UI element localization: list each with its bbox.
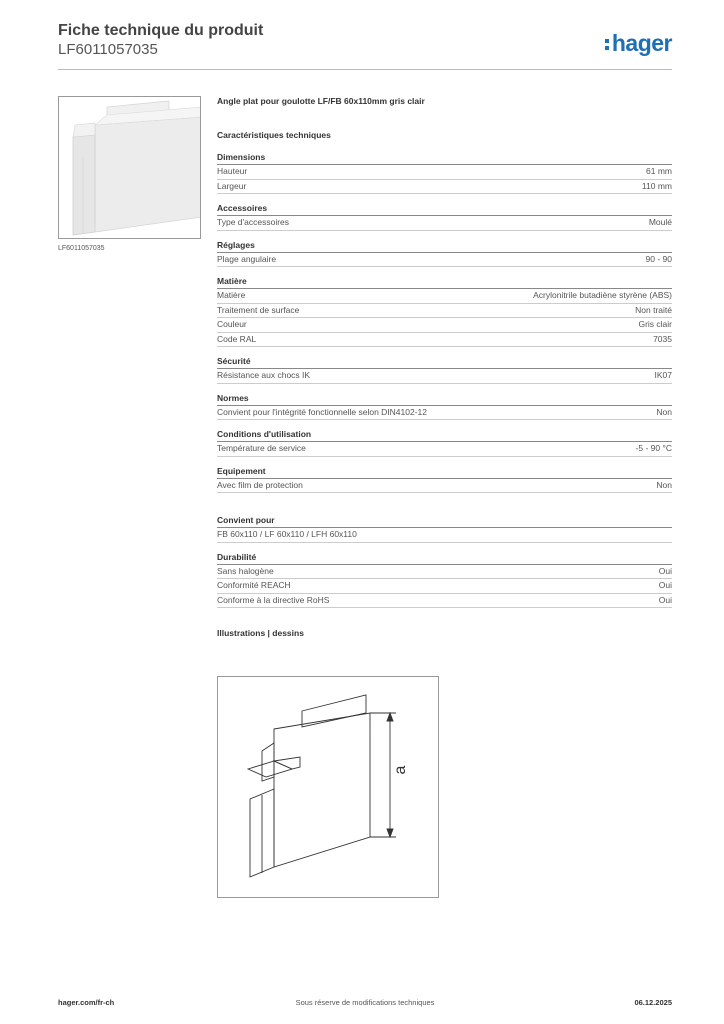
spec-row — [217, 594, 672, 609]
spec-row — [217, 565, 672, 580]
spec-section — [217, 152, 672, 194]
section-heading: Dimensions — [217, 152, 672, 165]
spec-label: Matière — [217, 290, 246, 300]
spec-section — [217, 203, 672, 231]
spec-row — [217, 528, 672, 543]
spec-row — [217, 318, 672, 333]
spec-row — [217, 253, 672, 268]
spec-row — [217, 165, 672, 180]
section-heading: Convient pour — [217, 515, 672, 528]
spec-value: IK07 — [654, 370, 672, 380]
dimension-label: a — [392, 765, 409, 775]
spec-value: 7035 — [653, 333, 672, 344]
spec-label: Traitement de surface — [217, 304, 300, 315]
spec-label: Couleur — [217, 319, 247, 329]
page-title: Fiche technique du produit — [58, 22, 264, 39]
illustrations-heading: Illustrations | dessins — [217, 628, 304, 638]
spec-row — [217, 180, 672, 195]
spec-section — [217, 515, 672, 543]
spec-label: Code RAL — [217, 333, 257, 344]
spec-value: Oui — [658, 580, 672, 590]
spec-row — [217, 333, 672, 348]
spec-value: 110 mm — [641, 180, 672, 191]
product-reference: LF6011057035 — [58, 41, 158, 58]
spec-section — [217, 276, 672, 347]
spec-value: 61 mm — [646, 166, 672, 176]
spec-label: Plage angulaire — [217, 253, 277, 264]
spec-row — [217, 579, 672, 594]
spec-label: Type d'accessoires — [217, 217, 290, 227]
spec-value: Gris clair — [638, 319, 672, 329]
photo-caption: LF6011057035 — [58, 245, 105, 252]
spec-section — [217, 466, 672, 494]
technical-drawing — [217, 676, 439, 898]
section-heading: Accessoires — [217, 203, 672, 216]
hager-logo: hager — [605, 30, 672, 57]
spec-row — [217, 442, 672, 457]
spec-section — [217, 552, 672, 609]
spec-value: Non — [656, 479, 672, 490]
page-header — [58, 22, 672, 70]
spec-sections-secondary — [217, 515, 672, 608]
spec-label: Température de service — [217, 443, 306, 453]
spec-label: Conforme à la directive RoHS — [217, 594, 330, 605]
spec-value: Moulé — [648, 217, 672, 227]
spec-row — [217, 216, 672, 231]
spec-content — [217, 96, 672, 650]
footer-website[interactable]: hager.com/fr-ch — [58, 998, 115, 1007]
section-heading: Normes — [217, 393, 672, 406]
product-photo — [58, 96, 201, 239]
spec-value: Oui — [658, 565, 672, 576]
section-heading: Conditions d'utilisation — [217, 429, 672, 442]
logo-dots-icon — [605, 36, 611, 53]
spec-label: Avec film de protection — [217, 479, 303, 490]
spec-value: -5 - 90 °C — [635, 443, 672, 453]
spec-row — [217, 289, 672, 304]
spec-label: Sans halogène — [217, 565, 274, 576]
spec-label: Conformité REACH — [217, 580, 291, 590]
spec-section — [217, 240, 672, 268]
spec-label: Largeur — [217, 180, 247, 191]
spec-row — [217, 369, 672, 384]
spec-row — [217, 304, 672, 319]
spec-label: Convient pour l'intégrité fonctionnelle selon DIN4102-12 — [217, 406, 428, 417]
section-heading: Matière — [217, 276, 672, 289]
section-heading: Durabilité — [217, 552, 672, 565]
tech-heading: Caractéristiques techniques — [217, 130, 331, 140]
spec-value: Non — [656, 406, 672, 417]
spec-row — [217, 406, 672, 421]
spec-row — [217, 479, 672, 494]
spec-section — [217, 356, 672, 384]
spec-value: Oui — [658, 594, 672, 605]
spec-section — [217, 393, 672, 421]
spec-section — [217, 429, 672, 457]
spec-value: Non traité — [635, 304, 672, 315]
product-name: Angle plat pour goulotte LF/FB 60x110mm gris clair — [217, 96, 425, 106]
spec-value: Acrylonitrile butadiène styrène (ABS) — [533, 290, 672, 300]
footer-date: 06.12.2025 — [634, 998, 672, 1007]
spec-sections — [217, 152, 672, 493]
spec-label: FB 60x110 / LF 60x110 / LFH 60x110 — [217, 529, 357, 539]
section-heading: Sécurité — [217, 356, 672, 369]
footer-notice: Sous réserve de modifications techniques — [295, 998, 435, 1007]
spec-label: Hauteur — [217, 166, 248, 176]
spec-label: Résistance aux chocs IK — [217, 370, 311, 380]
section-heading: Equipement — [217, 466, 672, 479]
section-heading: Réglages — [217, 240, 672, 253]
spec-value: 90 - 90 — [645, 253, 672, 264]
